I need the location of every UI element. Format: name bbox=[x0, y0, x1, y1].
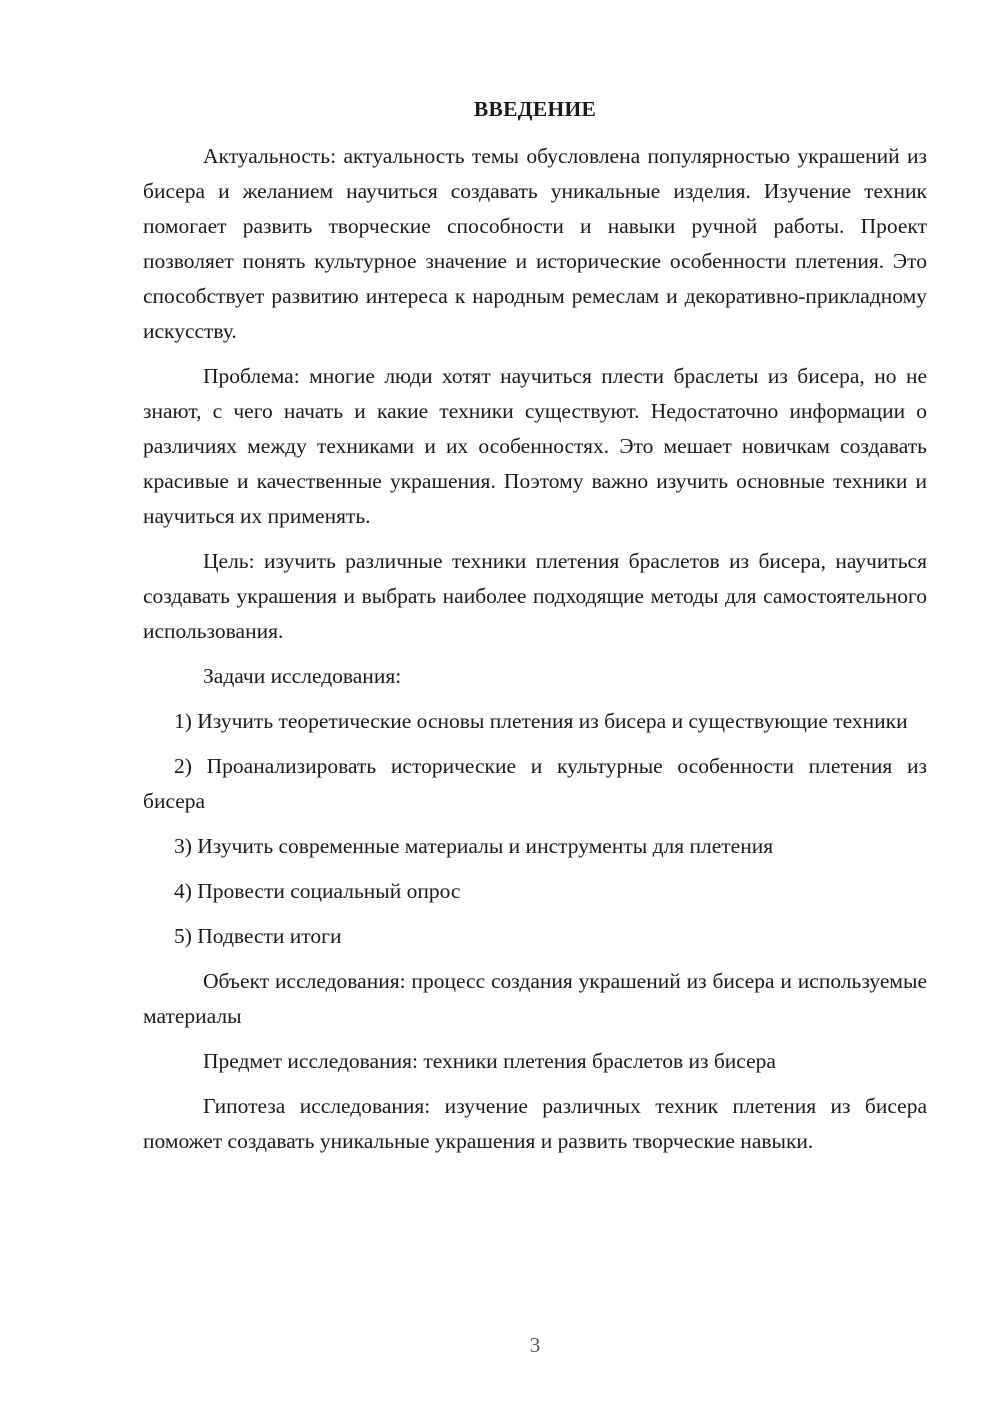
list-item: 1) Изучить теоретические основы плетения из бисера и существующие техники bbox=[174, 709, 908, 733]
list-item: 5) Подвести итоги bbox=[174, 924, 342, 948]
document-page bbox=[143, 92, 927, 1159]
paragraph-subject: Предмет исследования: техники плетения браслетов из бисера bbox=[203, 1049, 776, 1073]
paragraph-relevance: Актуальность: актуальность темы обусловлена популярностью украшений из бисера и желанием научиться создавать уникальные изделия. Изучение техник помогает развить творческие способности и навыки ручной работы. Проект позволяет понять культурное значение и исторические особенности плетения. Это способствует развитию интереса к народным ремеслам и декоративно-прикладному искусству. bbox=[143, 144, 927, 343]
list-item: 2) Проанализировать исторические и культурные особенности плетения из бисера bbox=[143, 754, 927, 813]
tasks-list bbox=[143, 704, 927, 954]
list-item: 3) Изучить современные материалы и инструменты для плетения bbox=[174, 834, 774, 858]
page-title: ВВЕДЕНИЕ bbox=[473, 97, 597, 121]
list-item: 4) Провести социальный опрос bbox=[174, 879, 461, 903]
paragraph-hypothesis: Гипотеза исследования: изучение различных техник плетения из бисера поможет создавать уникальные украшения и развить творческие навыки. bbox=[143, 1094, 927, 1153]
page-number: 3 bbox=[529, 1333, 541, 1357]
paragraph-goal: Цель: изучить различные техники плетения браслетов из бисера, научиться создавать украшения и выбрать наиболее подходящие методы для самостоятельного использования. bbox=[143, 549, 927, 643]
paragraph-problem: Проблема: многие люди хотят научиться плести браслеты из бисера, но не знают, с чего начать и какие техники существуют. Недостаточно информации о различиях между техниками и их особенностях. Это мешает новичкам создавать красивые и качественные украшения. Поэтому важно изучить основные техники и научиться их применять. bbox=[143, 364, 927, 528]
tasks-heading: Задачи исследования: bbox=[203, 664, 402, 688]
paragraph-object: Объект исследования: процесс создания украшений из бисера и используемые материалы bbox=[143, 969, 927, 1028]
